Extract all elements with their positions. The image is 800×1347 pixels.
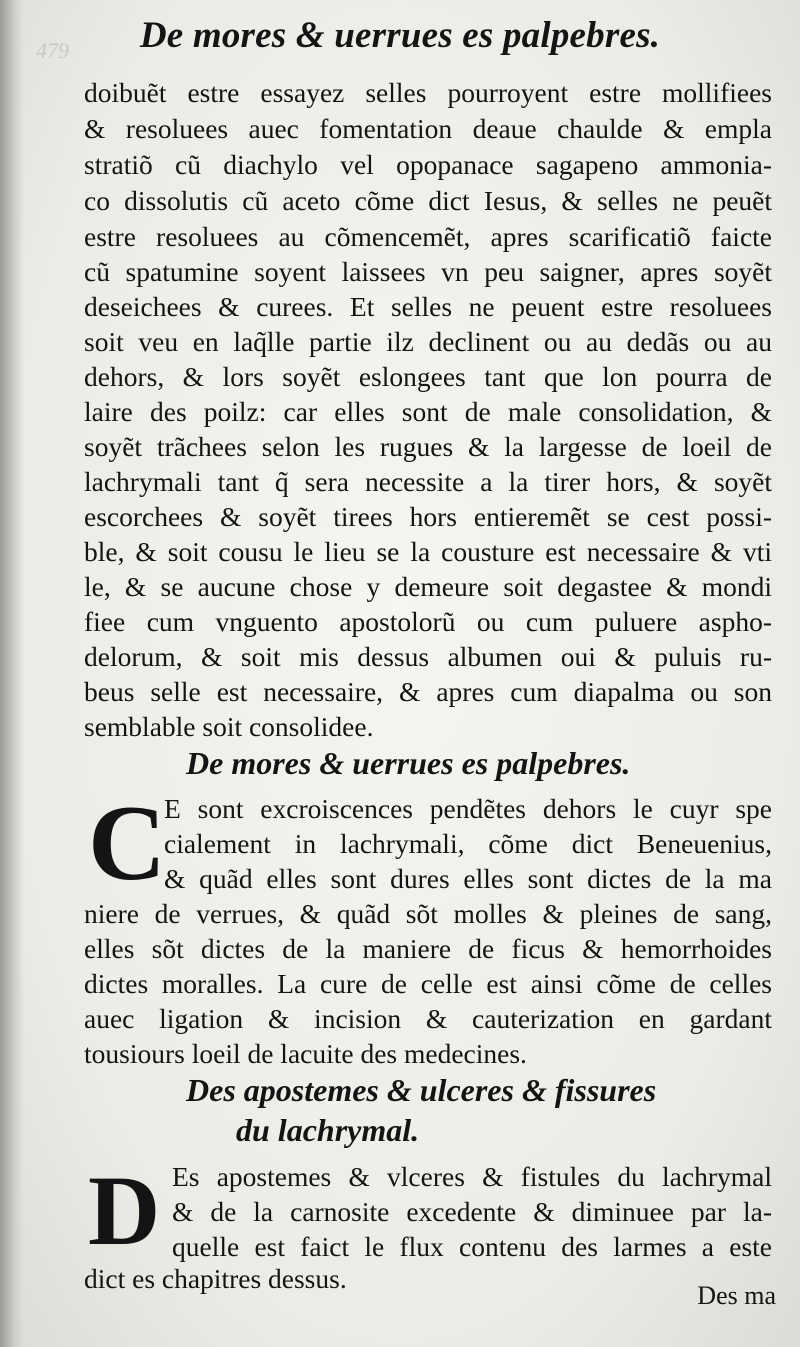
text-line: le, & se aucune chose y demeure soit degastee & mondi bbox=[84, 571, 772, 602]
text-line: & resoluees auec fomentation deaue chaulde & empla bbox=[84, 113, 772, 144]
section-heading: Des apostemes & ulceres & fissures bbox=[186, 1072, 657, 1108]
text-line: deseichees & curees. Et selles ne peuent estre resoluees bbox=[84, 291, 772, 322]
text-line: ble, & soit cousu le lieu se la cousture est necessaire & vti bbox=[84, 536, 772, 567]
text-line: doibuẽt estre essayez selles pourroyent estre mollifiees bbox=[84, 77, 772, 108]
drop-cap: D bbox=[88, 1155, 161, 1266]
binding-gutter-shadow bbox=[0, 0, 24, 1347]
text-line: beus selle est necessaire, & apres cum diapalma ou son bbox=[84, 676, 772, 707]
text-line: dehors, & lors soyẽt eslongees tant que lon pourra de bbox=[84, 361, 772, 392]
text-line: niere de verrues, & quãd sõt molles & pleines de sang, bbox=[84, 898, 772, 929]
text-line: dictes moralles. La cure de celle est ainsi cõme de celles bbox=[84, 968, 772, 999]
text-line: laire des poilz: car elles sont de male consolidation, & bbox=[84, 396, 772, 427]
text-line: dict es chapitres dessus. bbox=[84, 1263, 347, 1294]
text-line: escorchees & soyẽt tirees hors entieremẽt se cest possi- bbox=[84, 501, 772, 532]
drop-cap: C bbox=[88, 784, 166, 903]
text-line: soit veu en laq̃lle partie ilz declinent ou au dedãs ou au bbox=[84, 326, 772, 357]
text-line: tousiours loeil de lacuite des medecines. bbox=[84, 1038, 527, 1069]
text-line: co dissolutis cũ aceto cõme dict Iesus, & selles ne peuẽt bbox=[84, 185, 772, 216]
section-heading-continuation: du lachrymal. bbox=[236, 1112, 420, 1148]
text-line: lachrymali tant q̃ sera necessite a la tirer hors, & soyẽt bbox=[84, 466, 772, 497]
text-line: E sont excroiscences pendẽtes dehors le cuyr spe bbox=[164, 793, 772, 824]
ghost-folio-number: 479 bbox=[36, 38, 69, 63]
text-line: & quãd elles sont dures elles sont dictes de la ma bbox=[164, 863, 772, 894]
text-line: semblable soit consolidee. bbox=[84, 711, 374, 742]
text-line: soyẽt trãchees selon les rugues & la largesse de loeil de bbox=[84, 431, 772, 462]
text-line: delorum, & soit mis dessus albumen oui & puluis ru- bbox=[84, 641, 772, 672]
text-line: elles sõt dictes de la maniere de ficus & hemorrhoides bbox=[84, 933, 772, 964]
section-heading: De mores & uerrues es palpebres. bbox=[186, 745, 631, 781]
text-line: stratiõ cũ diachylo vel opopanace sagapeno ammonia- bbox=[84, 149, 772, 180]
text-line: & de la carnosite excedente & diminuee par la- bbox=[172, 1196, 772, 1227]
text-line: cũ spatumine soyent laissees vn peu saigner, apres soyẽt bbox=[84, 256, 772, 287]
text-line: cialement in lachrymali, cõme dict Beneuenius, bbox=[164, 828, 772, 859]
text-line: estre resoluees au cõmencemẽt, apres scarificatiõ faicte bbox=[84, 221, 772, 252]
text-line: quelle est faict le flux contenu des larmes a este bbox=[172, 1231, 772, 1262]
text-line: fiee cum vnguento apostolorũ ou cum puluere aspho- bbox=[84, 606, 772, 637]
text-line: Es apostemes & vlceres & fistules du lachrymal bbox=[172, 1161, 772, 1192]
text-line: auec ligation & incision & cauterization en gardant bbox=[84, 1003, 772, 1034]
running-head: De mores & uerrues es palpebres. bbox=[139, 15, 661, 56]
catchword: Des ma bbox=[697, 1281, 776, 1310]
